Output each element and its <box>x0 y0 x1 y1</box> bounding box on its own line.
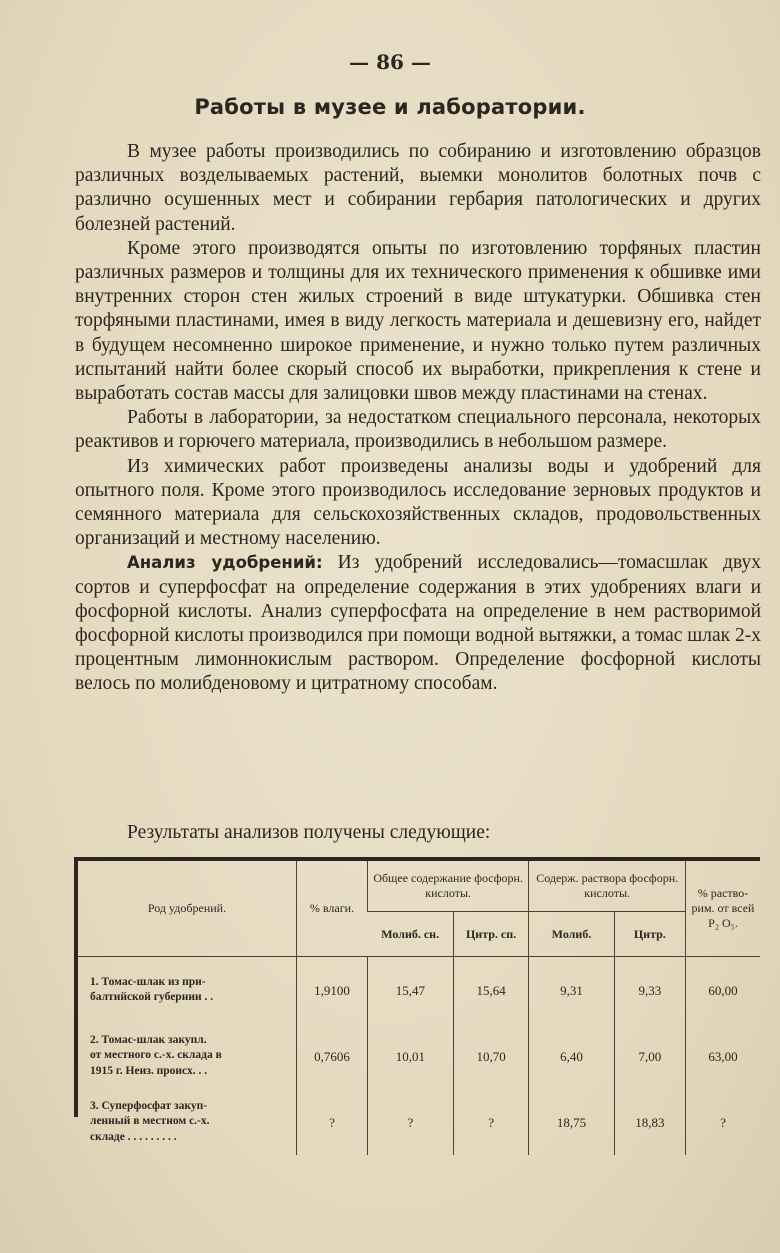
cell-molib-total: 10,01 <box>368 1023 454 1089</box>
cell-citr-sol: 7,00 <box>614 1023 685 1089</box>
body-text <box>75 140 761 697</box>
header-moisture: % влаги. <box>297 861 368 957</box>
run-in-heading: Анализ удобрений: <box>127 553 323 573</box>
table-row <box>78 1023 760 1089</box>
cell-moisture: ? <box>297 1089 368 1155</box>
paragraph-fertilizer-analysis <box>75 551 761 696</box>
cell-citr-total: ? <box>453 1089 529 1155</box>
section-heading: Работы в музее и лаборатории. <box>194 95 586 119</box>
paragraph: Из химических работ произведены анализы воды и удобрений для опытного поля. Кроме этого производилось исследование зерновых продуктов и семянного материала для сельскохозяйственных складов, продовольственных организаций и местному населению. <box>75 455 761 550</box>
paragraph: В музее работы производились по собиранию и изготовлению образцов различных возделываемых растений, выемки монолитов болотных почв с различно осушенных мест и собирании гербария патологических и других болезней растений. <box>75 141 761 235</box>
cell-citr-sol: 9,33 <box>614 957 685 1024</box>
header-molib-sn: Молиб. сн. <box>368 912 454 957</box>
results-intro: Результаты анализов получены следующие: <box>127 822 491 843</box>
cell-moisture: 0,7606 <box>297 1023 368 1089</box>
cell-moisture: 1,9100 <box>297 957 368 1024</box>
cell-percent: 60,00 <box>686 957 761 1024</box>
cell-molib-total: 15,47 <box>368 957 454 1024</box>
header-total: Общее содержание фосфорн. кислоты. <box>368 861 529 912</box>
row-name: 1. Томас-шлак из при- балтийской губернии . . <box>90 975 214 1003</box>
page-number: — 86 — <box>349 50 431 74</box>
paragraph: Кроме этого производятся опыты по изготовлению торфяных пластин различных размеров и толщины для их технического применения к обшивке ими внутренних сторон стен жилых строений в виде штукатурки. Обшивка стен торфяными пластинами, имея в виду легкость материала и дешевизну его, найдет в будущем несомненно широкое применение, и нужно только путем различных испытаний найти более скорый способ их выработки, прикрепления к стене и выработать состав массы для залицовки швов между пластинами на стенах. <box>75 237 761 405</box>
header-kind: Род удобрений. <box>78 861 297 957</box>
results-table <box>74 857 760 1143</box>
cell-molib-total: ? <box>368 1089 454 1155</box>
header-molib: Молиб. <box>529 912 614 957</box>
row-name: 3. Суперфосфат закуп- ленный в местном с.-х. складе . . . . . . . . . <box>90 1099 210 1143</box>
cell-citr-sol: 18,83 <box>614 1089 685 1155</box>
table-row <box>78 957 760 1024</box>
header-percent: % раство-рим. от всей P₂ O₅. <box>686 861 761 957</box>
paragraph-text: Из удобрений исследовались—томасшлак двух сортов и суперфосфат на определение содержания в этих удобрениях влаги и фосфорной кислоты. Анализ суперфосфата на определение в нем растворимой фосфорной кислоты производился при помощи водной вытяжки, а томас шлак 2-х процентным лимоннокислым раствором. Определение фосфорной кислоты велось по молибденовому и цитратному способам. <box>75 552 761 695</box>
header-soluble: Содерж. раствора фосфорн. кислоты. <box>529 861 686 912</box>
cell-molib-sol: 18,75 <box>529 1089 614 1155</box>
cell-molib-sol: 9,31 <box>529 957 614 1024</box>
paragraph: Работы в лаборатории, за недостатком специального персонала, некоторых реактивов и горючего материала, производились в небольшом размере. <box>75 407 761 453</box>
cell-percent: ? <box>686 1089 761 1155</box>
cell-citr-total: 10,70 <box>453 1023 529 1089</box>
cell-percent: 63,00 <box>686 1023 761 1089</box>
header-citr: Цитр. <box>614 912 685 957</box>
table-row <box>78 1089 760 1155</box>
row-name: 2. Томас-шлак закупл. от местного с.-х. склада в 1915 г. Неиз. происх. . . <box>90 1033 222 1077</box>
cell-molib-sol: 6,40 <box>529 1023 614 1089</box>
cell-citr-total: 15,64 <box>453 957 529 1024</box>
header-citr-sp: Цитр. сп. <box>453 912 529 957</box>
